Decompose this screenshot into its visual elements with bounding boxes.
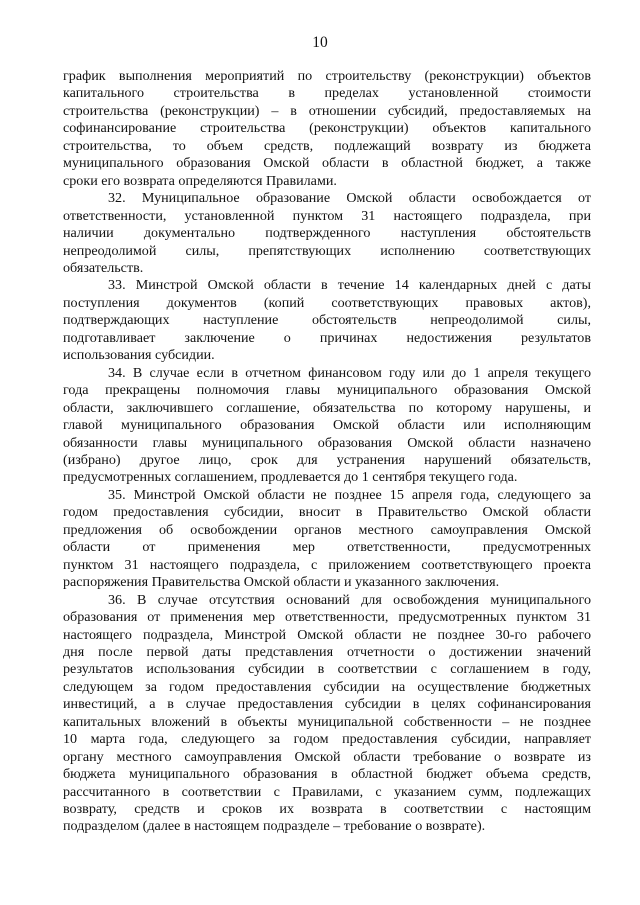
text-line: (избрано) другое лицо, срок для устранения нарушений обязательств,: [63, 451, 591, 468]
text-line: бюджета муниципального образования в областной бюджет объема средств,: [63, 766, 591, 783]
text-line: муниципального образования Омской области в областной бюджет, а также: [63, 155, 591, 172]
paragraph: [63, 365, 591, 487]
text-line: подтверждающих наступление обстоятельств непреодолимой силы,: [63, 312, 591, 329]
text-line: рассчитанного в соответствии с Правилами, с указанием сумм, подлежащих: [63, 783, 591, 800]
text-line: главой муниципального образования Омской области или исполняющим: [63, 417, 591, 434]
text-line: 33. Минстрой Омской области в течение 14 календарных дней с даты: [108, 277, 591, 294]
text-line: результатов использования субсидии в соответствии с соглашением в году,: [63, 661, 591, 678]
text-line: софинансирование строительства (реконструкции) объектов капитального: [63, 120, 591, 137]
text-line: 34. В случае если в отчетном финансовом году или до 1 апреля текущего: [108, 364, 591, 381]
text-line: подготавливает заключение о причинах недостижения результатов: [63, 329, 591, 346]
text-line: образования от применения мер ответственности, предусмотренных пунктом 31: [63, 609, 591, 626]
text-line: 35. Минстрой Омской области не позднее 15 апреля года, следующего за: [108, 486, 591, 503]
text-line: строительства (реконструкции) – в отношении субсидий, предоставляемых на: [63, 102, 591, 119]
text-line: сроки его возврата определяются Правилами.: [63, 172, 337, 189]
text-line: органу местного самоуправления Омской области требование о возврате из: [63, 748, 591, 765]
text-line: 10 марта года, следующего за годом предоставления субсидии, направляет: [63, 731, 591, 748]
text-line: обязательств.: [63, 259, 144, 276]
paragraph: [63, 487, 591, 592]
text-line: ответственности, установленной пунктом 31 настоящего подраздела, при: [63, 207, 591, 224]
text-line: пунктом 31 настоящего подраздела, с приложением соответствующего проекта: [63, 556, 591, 573]
text-line: возврату, средств и сроков их возврата в соответствии с настоящим: [63, 801, 591, 818]
text-line: годом предоставления субсидии, вносит в Правительство Омской области: [63, 504, 591, 521]
text-line: обязанности главы муниципального образования Омской области назначено: [63, 434, 591, 451]
paragraph: [63, 277, 591, 364]
text-line: настоящего подраздела, Минстрой Омской области не позднее 30-го рабочего: [63, 626, 591, 643]
text-line: наличии документально подтвержденного наступления обстоятельств: [63, 225, 591, 242]
text-line: 36. В случае отсутствия оснований для освобождения муниципального: [108, 591, 591, 608]
document-body: [63, 68, 591, 836]
text-line: график выполнения мероприятий по строительству (реконструкции) объектов: [63, 68, 591, 84]
paragraph: [63, 68, 591, 190]
text-line: предусмотренных соглашением, продлевается до 1 сентября текущего года.: [63, 469, 518, 486]
text-line: непреодолимой силы, препятствующих исполнению соответствующих: [63, 242, 591, 259]
text-line: использования субсидии.: [63, 347, 215, 364]
text-line: следующем за годом предоставления субсидии на осуществление бюджетных: [63, 678, 591, 695]
text-line: поступления документов (копий соответствующих правовых актов),: [63, 294, 591, 311]
paragraph: [63, 190, 591, 277]
text-line: распоряжения Правительства Омской области и указанного заключения.: [63, 574, 500, 591]
page-number: 10: [312, 34, 328, 51]
text-line: года прекращены полномочия главы муниципального образования Омской: [63, 382, 591, 399]
text-line: подразделом (далее в настоящем подразделе – требование о возврате).: [63, 818, 486, 835]
text-line: предложения об освобождении органов местного самоуправления Омской: [63, 521, 591, 538]
text-line: области, заключившего соглашение, обязательства по которому нарушены, и: [63, 399, 591, 416]
paragraph: [63, 592, 591, 836]
text-line: капитального строительства в пределах установленной стоимости: [63, 85, 591, 102]
text-line: 32. Муниципальное образование Омской области освобождается от: [108, 190, 591, 207]
text-line: области от применения мер ответственности, предусмотренных: [63, 539, 591, 556]
text-line: инвестиций, а в случае предоставления субсидии в целях софинансирования: [63, 696, 591, 713]
text-line: дня после первой даты представления отчетности о достижении значений: [63, 643, 591, 660]
text-line: капитальных вложений в объекты муниципальной собственности – не позднее: [63, 713, 591, 730]
text-line: строительства, то объем средств, подлежащий возврату из бюджета: [63, 137, 591, 154]
